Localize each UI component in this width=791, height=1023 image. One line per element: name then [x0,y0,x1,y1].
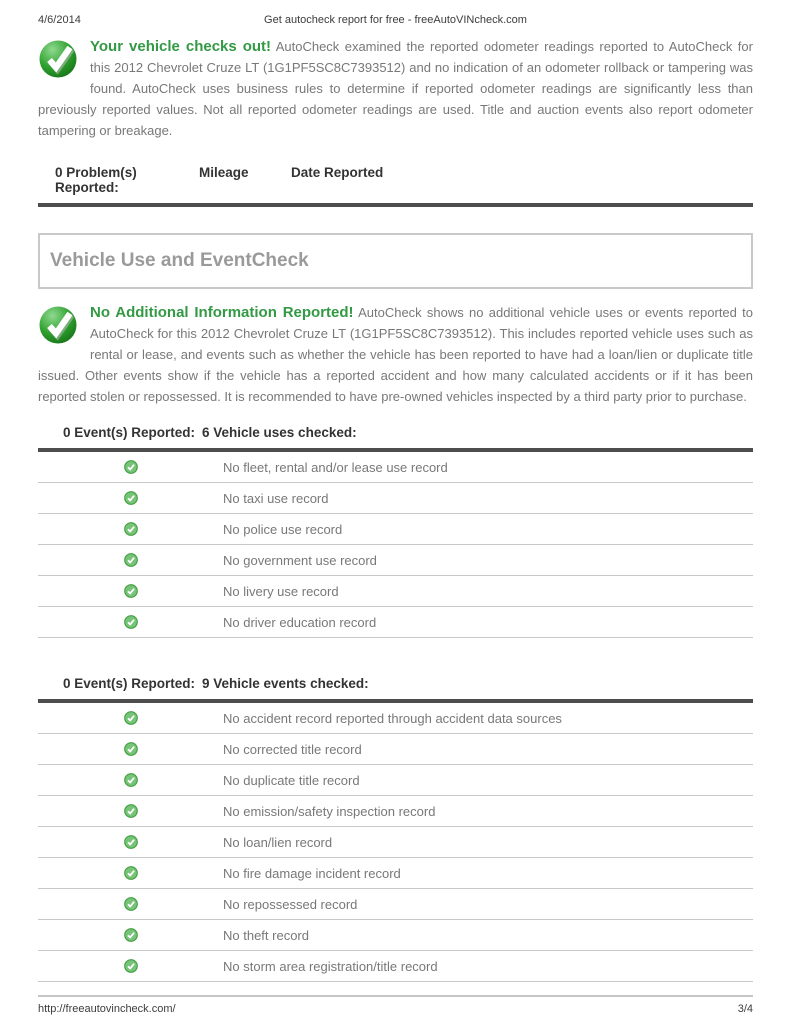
check-circle-icon [124,959,138,973]
icon-cell [38,460,223,474]
odometer-check-section [38,36,753,141]
icon-cell [38,959,223,973]
record-label: No storm area registration/title record [223,958,438,974]
use-event-headline: No Additional Information Reported! [90,304,354,321]
record-label: No government use record [223,552,377,568]
record-label: No accident record reported through accident data sources [223,710,562,726]
uses-table-rows [38,452,753,638]
icon-cell [38,491,223,505]
check-circle-icon [124,615,138,629]
check-circle-icon [124,866,138,880]
vehicle-uses-table [38,425,753,638]
record-label: No driver education record [223,614,377,630]
check-circle-icon [124,742,138,756]
icon-cell [38,928,223,942]
record-label: No emission/safety inspection record [223,803,436,819]
events-count-label: 0 Event(s) Reported: [63,676,196,691]
date-reported-column-header: Date Reported [291,165,384,180]
icon-cell [38,584,223,598]
problems-reported-header [38,165,753,207]
icon-cell [38,553,223,567]
use-event-paragraph [38,302,753,407]
table-row [38,889,753,920]
record-label: No police use record [223,521,343,537]
check-circle-icon [124,897,138,911]
green-check-icon [38,304,78,344]
record-label: No fire damage incident record [223,865,401,881]
icon-cell [38,615,223,629]
uses-table-header [38,425,753,440]
table-row [38,920,753,951]
odometer-body-text: AutoCheck examined the reported odometer readings reported to AutoCheck for this 2012 Chevrolet Cruze LT (1G1PF5SC8C7393512) and no indication of an odometer rollback or tampering was found. AutoCheck uses business rules to determine if reported odometer readings are significantly less than previously reported values. Not all reported odometer readings are used. Title and auction events also report odometer tampering or breakage. [38,39,753,138]
use-event-check-section [38,302,753,407]
table-row [38,765,753,796]
icon-cell [38,742,223,756]
uses-checked-label: 6 Vehicle uses checked: [202,425,357,440]
events-table-rows [38,703,753,982]
check-circle-icon [124,553,138,567]
record-label: No corrected title record [223,741,362,757]
table-row [38,734,753,765]
odometer-headline: Your vehicle checks out! [90,38,272,55]
problems-header-row [38,165,753,195]
check-circle-icon [124,460,138,474]
check-circle-icon [124,928,138,942]
table-row [38,607,753,638]
check-circle-icon [124,584,138,598]
use-event-body-text: AutoCheck shows no additional vehicle uses or events reported to AutoCheck for this 2012 Chevrolet Cruze LT (1G1PF5SC8C7393512). This includes reported vehicle uses such as rental or lease, and events such as whether the vehicle has been reported to have had a loan/lien or duplicate title issued. Other events show if the vehicle has a reported accident and how many calculated accidents or if it has been reported stolen or repossessed. It is recommended to have pre-owned vehicles inspected by a third party prior to purchase. [38,305,753,404]
check-circle-icon [124,491,138,505]
table-row [38,576,753,607]
table-row [38,858,753,889]
events-checked-label: 9 Vehicle events checked: [202,676,369,691]
print-header [0,0,791,26]
check-circle-icon [124,522,138,536]
table-row [38,545,753,576]
check-circle-icon [124,804,138,818]
section-title-box [38,233,753,289]
footer-page-number: 3/4 [737,1003,753,1015]
icon-cell [38,711,223,725]
record-label: No repossessed record [223,896,358,912]
record-label: No livery use record [223,583,339,599]
table-row [38,514,753,545]
icon-cell [38,522,223,536]
page-content [0,36,791,982]
check-circle-icon [124,773,138,787]
header-divider-bar [38,203,753,207]
table-row [38,796,753,827]
table-row [38,951,753,982]
check-circle-icon [124,835,138,849]
check-circle-icon [124,711,138,725]
footer-divider [38,995,753,997]
section-title: Vehicle Use and EventCheck [50,250,309,271]
print-doc-title: Get autocheck report for free - freeAutoVINcheck.com [264,14,527,26]
odometer-paragraph [38,36,753,141]
record-label: No taxi use record [223,490,329,506]
icon-cell [38,866,223,880]
record-label: No fleet, rental and/or lease use record [223,459,448,475]
green-check-icon [38,38,78,78]
record-label: No duplicate title record [223,772,360,788]
events-table-header [38,676,753,691]
uses-events-count-label: 0 Event(s) Reported: [63,425,196,440]
table-row [38,483,753,514]
icon-cell [38,835,223,849]
record-label: No loan/lien record [223,834,333,850]
print-footer [38,995,753,1015]
table-row [38,827,753,858]
vehicle-events-table [38,676,753,982]
table-row [38,452,753,483]
icon-cell [38,773,223,787]
mileage-column-header: Mileage [199,165,249,180]
problems-count-label: 0 Problem(s) Reported: [55,165,137,195]
table-row [38,703,753,734]
icon-cell [38,804,223,818]
icon-cell [38,897,223,911]
footer-url: http://freeautovincheck.com/ [38,1003,176,1015]
record-label: No theft record [223,927,309,943]
print-date: 4/6/2014 [38,14,81,26]
